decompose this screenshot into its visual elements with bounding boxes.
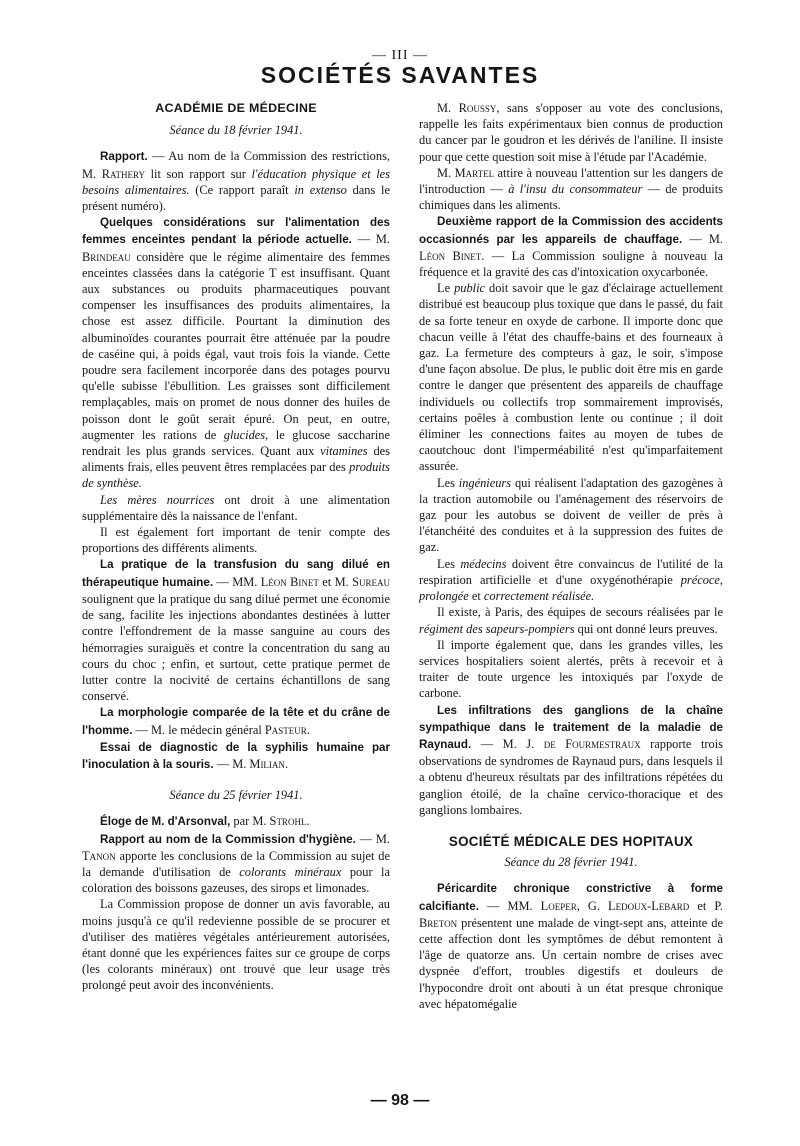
paragraph: Les médecins doivent être convaincus de l'utilité de la respiration artificielle et d'une oxygénothérapie précoce, prolongée et correctement réalisée. (419, 556, 723, 604)
paragraph: M. Roussy, sans s'opposer au vote des conclusions, rappelle les faits expérimentaux bien connus de production du cancer par le goudron et les dérivés de l'aniline. Il insiste pour que cette question soit mise à l'étude par l'Académie. (419, 101, 723, 164)
paragraph: Quelques considérations sur l'alimentation des femmes enceintes pendant la période actuelle. — M. Brindeau considère que le régime alimentaire des femmes enceintes classées dans la catégorie T est insuffisant. Quant aux substances ou produits pharmaceutiques pouvant compenser les insuffisances des produits alimentaires, la chose est assez difficile. Pourtant la diminution des albuminoïdes courantes pourrait être atténuée par la poudre de caséine qui, à poids égal, vaut trois fois la viande. Cette poudre sera facilement incorporée dans des potages pourvu qu'elle subisse l'ébullition. Les graisses sont difficilement remplaçables, mais on promet de nous donner des huiles de poisson dont le goût serait épuré. On peut, en outre, augmenter les rations de glucides, le glucose saccharine rendrait les plus grands services. Quant aux vitamines des aliments frais, elles peuvent êtres remplacées par des produits de synthèse. (82, 216, 390, 491)
paragraph: Éloge de M. d'Arsonval, par M. Strohl. (100, 814, 310, 829)
paragraph: Il importe également que, dans les grandes villes, les services hospitaliers soient alertés, prêts à recevoir et à traiter de toute urgence les intoxiqués par l'oxyde de carbone. (419, 637, 723, 701)
page-title: SOCIÉTÉS SAVANTES (260, 62, 540, 88)
paragraph: Il est également fort important de tenir compte des proportions des différents aliments. (82, 525, 390, 556)
seance-date: Séance du 28 février 1941. (504, 855, 638, 870)
section-heading-societe: SOCIÉTÉ MÉDICALE DES HOPITAUX (448, 833, 694, 849)
paragraph: Il existe, à Paris, des équipes de secours réalisées par le régiment des sapeurs-pompiers qui ont donné leurs preuves. (419, 605, 723, 636)
paragraph: Rapport. — Au nom de la Commission des restrictions, M. Rathery lit son rapport sur l'éducation physique et les besoins alimentaires. (Ce rapport paraît in extenso dans le présent numéro). (82, 149, 390, 214)
page-number: — 98 — (370, 1092, 430, 1109)
paragraph: Le public doit savoir que le gaz d'éclairage actuellement distribué est beaucoup plus toxique que dans le passé, du fait de sa forte teneur en oxyde de carbone. Il importe donc que chacun veille à l'état des chauffe-bains et des fourneaux à gaz. La fermeture des compteurs à gaz, le soir, s'impose d'une façon absolue. De plus, le public doit être mis en garde contre le danger que présentent des appareils de chauffage individuels ou collectifs trop sommairement improvisés, certains poêles à combustion lente ou continue ; il doit éliminer les connections faites au moyen de tubes de caoutchouc dont l'imperméabilité n'est qu'imparfaitement assurée. (419, 281, 723, 474)
paragraph: M. Martel attire à nouveau l'attention sur les dangers de l'introduction — à l'insu du consommateur — de produits chimiques dans les aliments. (419, 165, 723, 213)
seance-date: Séance du 25 février 1941. (169, 788, 303, 803)
paragraph: Les ingénieurs qui réalisent l'adaptation des gazogènes à la traction automobile ou l'aménagement des réservoirs de gaz pour les autobus se doivent de veiller de près à l'étanchéité des conduites et à la suppression des fuites de gaz. (419, 475, 723, 555)
paragraph: Rapport au nom de la Commission d'hygiène. — M. Tanon apporte les conclusions de la Commission au sujet de la demande d'utilisation de colorants minéraux pour la coloration des boissons gazeuses, des sirops et limonades. (82, 831, 390, 896)
paragraph: Les infiltrations des ganglions de la chaîne sympathique dans le traitement de la maladie de Raynaud. — M. J. de Fourmestraux rapporte trois observations de syndromes de Raynaud purs, dans lesquels il a obtenu d'heureux résultats par des infiltrations répétées du ganglion étoilé, de la chaîne cervico-thoracique et des ganglions lombaires. (419, 703, 723, 817)
paragraph: Péricardite chronique constrictive à forme calcifiante. — MM. Loeper, G. Ledoux-Lebard et P. Breton présentent une malade de vingt-sept ans, atteinte de cette affection dont les symptômes de début remontent à l'âge de quatorze ans. Un certain nombre de crises avec dyspnée d'effort, troubles digestifs et douleurs de l'hypocondre droit ont abouti à un état presque chronique avec hépatomégalie (419, 882, 723, 1011)
paragraph: La Commission propose de donner un avis favorable, au moins jusqu'à ce qu'il redevienne possible de se procurer et d'utiliser des matières végétales antérieurement autorisées, étant donné que les expériences faites sur ce groupe de corps (les colorants minéraux) ont trouvé que leur usage très prolongé peut avoir des inconvénients. (82, 897, 390, 993)
right-column (419, 100, 723, 1012)
paragraph: Deuxième rapport de la Commission des accidents occasionnés par les appareils de chauffage. — M. Léon Binet. — La Commission souligne à nouveau la fréquence et la gravité des cas d'intoxication oxycarbonée. (419, 215, 723, 280)
left-column (82, 100, 390, 994)
paragraph: Essai de diagnostic de la syphilis humaine par l'inoculation à la souris. — M. Milian. (82, 740, 390, 771)
seance-date: Séance du 18 février 1941. (169, 123, 303, 138)
paragraph: La pratique de la transfusion du sang dilué en thérapeutique humaine. — MM. Léon Binet et M. Sureau soulignent que la pratique du sang dilué permet une économie de sang, facilite les injections abondantes destinées à lutter contre l'effondrement de la masse sanguine au cours des hémorragies suraiguës et contre la concentration du sang au cours du choc ; enfin, et surtout, cette pratique permet de lutter contre la nocivité de certains échantillons de sang conservé. (82, 558, 390, 704)
section-heading-academie: ACADÉMIE DE MÉDECINE (155, 101, 317, 115)
page-header: — III — (372, 48, 428, 63)
paragraph: La morphologie comparée de la tête et du crâne de l'homme. — M. le médecin général Pasteur. (82, 706, 390, 737)
paragraph: Les mères nourrices ont droit à une alimentation supplémentaire dès la naissance de l'enfant. (82, 492, 390, 523)
